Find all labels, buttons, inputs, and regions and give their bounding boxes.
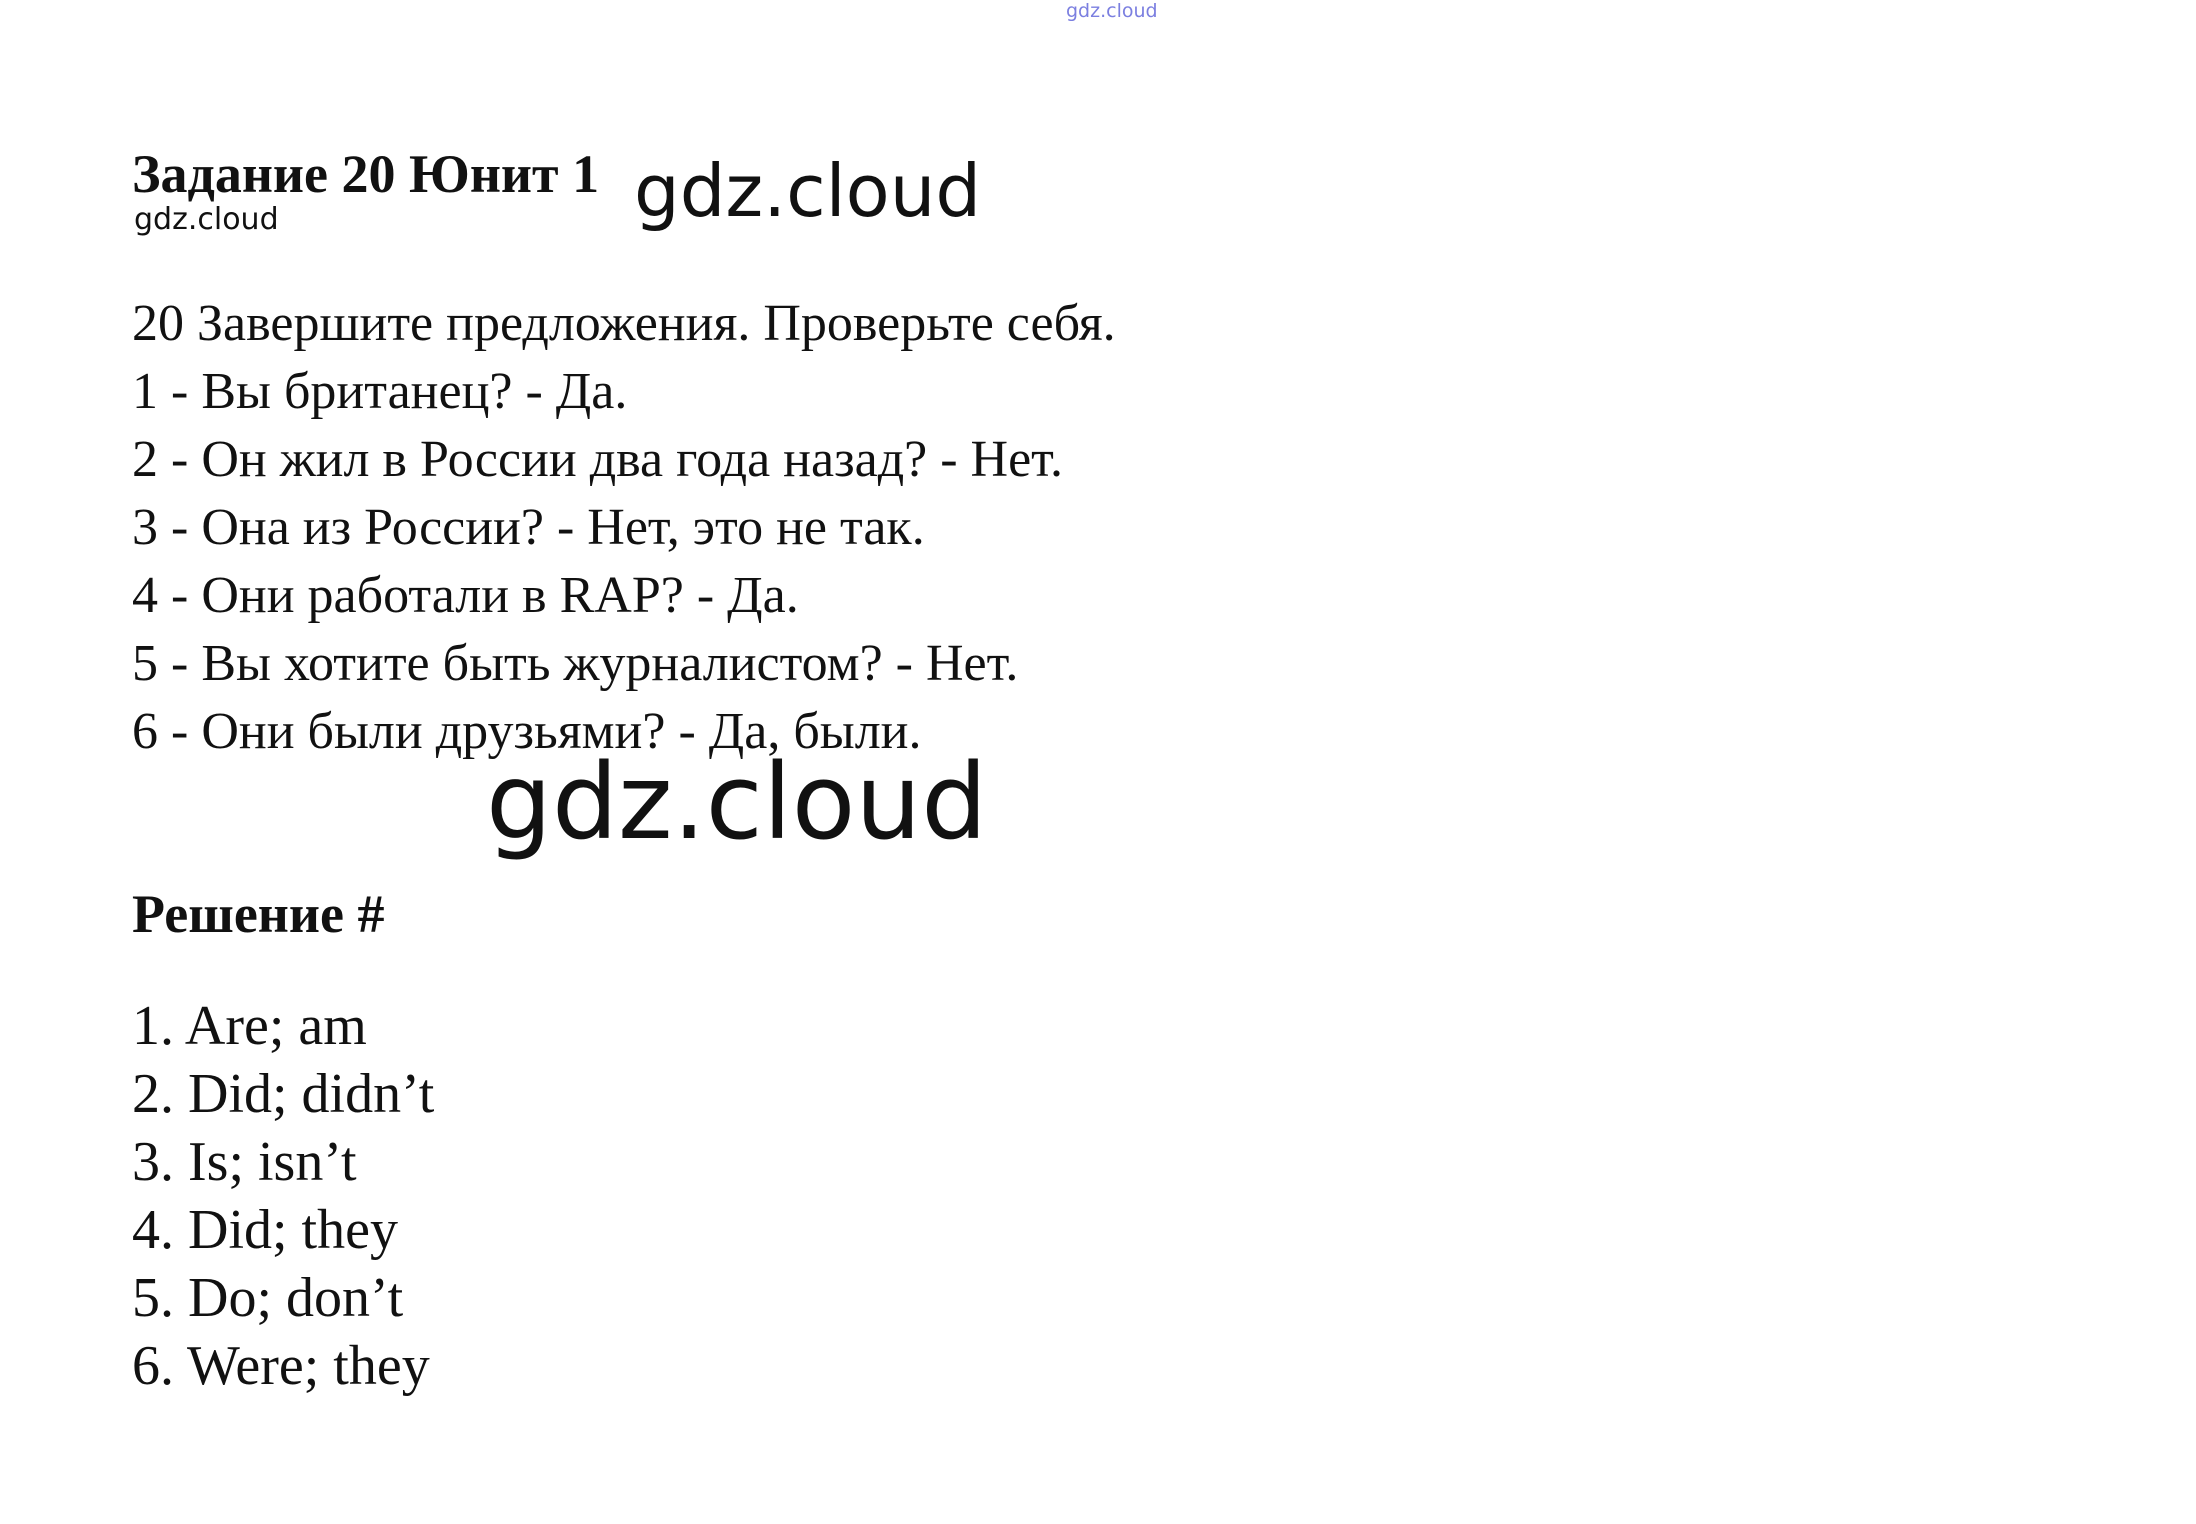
answers-list (132, 992, 434, 1400)
task-item: 5 - Вы хотите быть журналистом? - Нет. (132, 635, 1019, 692)
task-item: 1 - Вы британец? - Да. (132, 363, 628, 420)
task-instruction: 20 Завершите предложения. Проверьте себя. (132, 295, 1116, 352)
answer-item: 6. Were; they (132, 1335, 430, 1397)
watermark-small: gdz.cloud (134, 202, 279, 237)
answer-item: 1. Are; am (132, 995, 367, 1057)
answer-item: 4. Did; they (132, 1199, 398, 1261)
task-item: 2 - Он жил в России два года назад? - Нет. (132, 431, 1063, 488)
answer-item: 5. Do; don’t (132, 1267, 404, 1329)
solution-heading: Решение # (132, 884, 385, 944)
task-block (132, 290, 1116, 766)
page-title: Задание 20 Юнит 1 (132, 144, 600, 204)
watermark-big: gdz.cloud (486, 741, 988, 863)
watermark-title: gdz.cloud (634, 149, 982, 233)
watermark-top: gdz.cloud (1066, 0, 1158, 22)
task-item: 4 - Они работали в RAP? - Да. (132, 567, 799, 624)
answer-item: 2. Did; didn’t (132, 1063, 435, 1125)
task-item: 6 - Они были друзьями? - Да, были. (132, 703, 922, 760)
task-item: 3 - Она из России? - Нет, это не так. (132, 499, 925, 556)
answer-item: 3. Is; isn’t (132, 1131, 357, 1193)
